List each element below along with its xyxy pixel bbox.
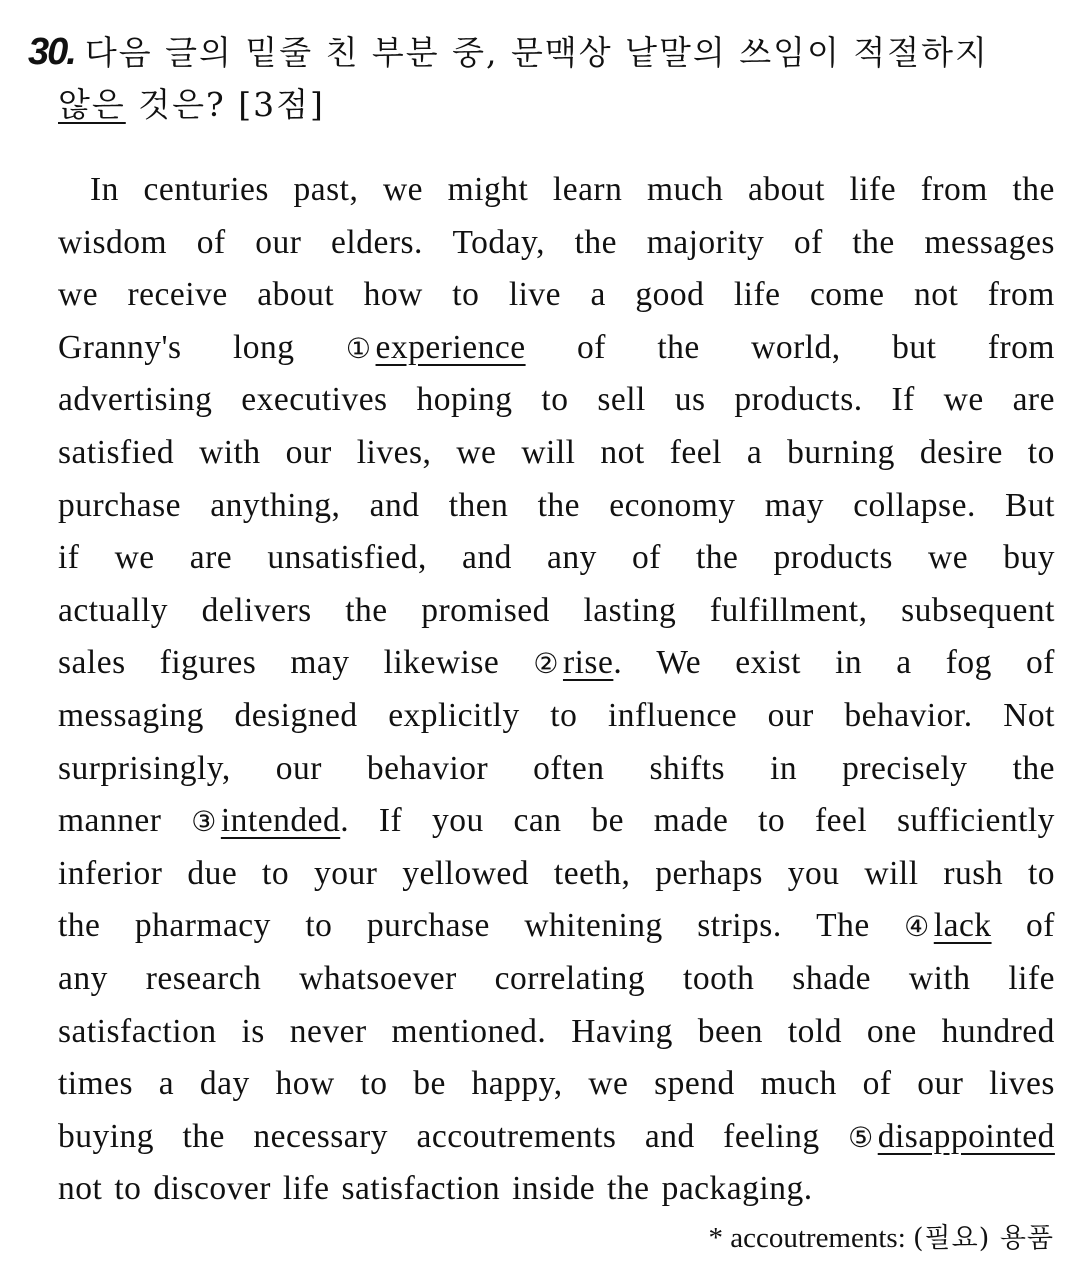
passage-word: good: [635, 276, 705, 314]
passage-word: the: [537, 486, 581, 524]
passage-word: then: [448, 486, 509, 524]
passage-line: [58, 269, 1055, 322]
passage-word: life: [733, 276, 781, 314]
passage-word: we: [58, 276, 99, 314]
choice-marker: ①: [345, 331, 372, 365]
footnote-term: * accoutrements:: [708, 1222, 914, 1254]
passage-word: likewise: [383, 644, 500, 682]
passage-word: In: [90, 171, 119, 208]
passage-word: precisely: [842, 749, 968, 787]
passage-word: feel: [814, 802, 868, 840]
passage-word: to: [262, 854, 290, 892]
underlined-choice: [848, 1111, 1055, 1164]
passage-word: a: [590, 276, 606, 314]
passage-word: feeling: [723, 1117, 820, 1155]
passage-word: happy,: [471, 1065, 563, 1103]
passage-word: elders.: [331, 223, 423, 261]
footnote: [708, 1216, 1054, 1255]
passage-word: a: [896, 644, 912, 682]
passage-word: to: [1027, 854, 1055, 892]
choice-word: lack: [933, 907, 992, 945]
question-points: 것은? [3점]: [125, 85, 325, 124]
passage-word: be: [591, 802, 624, 840]
passage-word: made: [653, 802, 729, 840]
passage-word: with: [199, 433, 261, 471]
passage-word: to: [452, 276, 480, 314]
underlined-choice: [904, 900, 991, 953]
passage-word: actually: [58, 591, 169, 629]
passage-word: we: [943, 381, 984, 419]
passage-word: executives: [241, 381, 388, 419]
passage-word: how: [275, 1065, 335, 1103]
passage-line: [58, 953, 1055, 1006]
passage-word: to: [541, 381, 569, 419]
passage-word: about: [257, 276, 335, 314]
passage-word: of: [631, 539, 661, 577]
passage-word: pharmacy: [134, 907, 271, 945]
passage-word: our: [917, 1065, 964, 1103]
passage-line: [58, 164, 1055, 217]
passage-word: we: [382, 171, 424, 208]
passage-word: the: [182, 1117, 225, 1155]
passage-word: learn: [552, 171, 623, 208]
passage-word: strips.: [697, 907, 782, 945]
passage-word: times: [58, 1065, 134, 1103]
passage-word: of: [196, 223, 226, 261]
passage-word: of: [577, 328, 606, 366]
passage-word: you: [432, 802, 484, 840]
question-stem: [28, 26, 1056, 131]
passage-word: to: [1027, 433, 1055, 471]
passage-word: world,: [751, 328, 841, 366]
passage-word: yellowed: [402, 854, 530, 892]
passage-word: may: [764, 486, 824, 524]
passage-word: one: [866, 1012, 917, 1050]
passage-word: much: [646, 171, 724, 208]
passage-word: correlating: [494, 959, 646, 997]
passage-word: and: [644, 1117, 695, 1155]
passage-word: not: [600, 433, 645, 471]
passage-word: behavior.: [844, 696, 973, 734]
passage-word: the: [695, 539, 739, 577]
passage-word: advertising: [58, 381, 213, 419]
passage-word: hoping: [416, 381, 513, 419]
passage-word: hundred: [941, 1012, 1055, 1050]
passage-word: If: [891, 381, 915, 419]
passage-word: of: [793, 223, 823, 261]
passage-word: a: [158, 1065, 175, 1103]
passage-word: we: [456, 433, 497, 471]
passage-word: to: [114, 1170, 142, 1208]
passage-word: majority: [646, 223, 765, 261]
passage-word: messages: [924, 223, 1055, 261]
passage-word: packaging.: [661, 1170, 813, 1208]
passage-line: [58, 217, 1055, 270]
choice-marker: ③: [191, 805, 217, 839]
passage-line: [58, 374, 1055, 427]
passage-word: products: [773, 539, 893, 577]
passage-word: we: [928, 539, 969, 577]
passage-word: past,: [293, 171, 359, 208]
passage-word: satisfaction: [341, 1170, 501, 1208]
passage-line: [58, 1058, 1055, 1111]
passage-word: not: [913, 276, 959, 314]
passage-word: the: [58, 907, 101, 945]
footnote-gloss: (필요) 용품: [913, 1223, 1054, 1254]
passage-word: collapse.: [853, 486, 976, 524]
passage-word: will: [521, 433, 576, 471]
passage-word: perhaps: [655, 854, 763, 892]
passage-word: Not: [1003, 696, 1055, 734]
choice-marker: ④: [904, 910, 930, 944]
passage-word: and: [369, 486, 420, 524]
passage-word: unsatisfied,: [267, 539, 427, 577]
passage-word: our: [255, 223, 302, 261]
question-line-2: [28, 79, 1056, 131]
passage-word: any: [58, 959, 108, 997]
passage-word: your: [313, 854, 378, 892]
passage-word: feel: [669, 433, 722, 471]
passage-line: [58, 532, 1055, 585]
passage-word: necessary: [253, 1117, 389, 1155]
passage-word: and: [461, 539, 512, 577]
passage-word: If: [378, 802, 403, 840]
passage-word: from: [987, 276, 1055, 314]
choice-word: rise: [562, 644, 614, 682]
passage-word: are: [1012, 381, 1055, 419]
passage-word: our: [275, 749, 322, 787]
passage-word: purchase: [58, 486, 182, 524]
passage-word: the: [852, 223, 895, 261]
passage-line: [58, 637, 1055, 690]
passage-line: [58, 795, 1055, 848]
passage-word: delivers: [201, 591, 312, 629]
passage-word: whitening: [524, 907, 663, 945]
passage-word: from: [987, 328, 1055, 366]
passage-word: desire: [919, 433, 1003, 471]
passage-word: might: [447, 171, 529, 208]
passage-line: [58, 427, 1055, 480]
passage-word: of: [1025, 644, 1055, 682]
passage-word: mentioned.: [391, 1012, 547, 1050]
passage-word: told: [787, 1012, 842, 1050]
passage-word: anything,: [210, 486, 341, 524]
passage-word: much: [760, 1065, 837, 1103]
passage-word: sales: [58, 644, 126, 682]
passage-word: rush: [943, 854, 1004, 892]
passage-word: receive: [127, 276, 228, 314]
question-text: 다음 글의 밑줄 친 부분 중, 문맥상 낱말의 쓰임이 적절하지: [84, 33, 989, 72]
passage-word: with: [908, 959, 971, 997]
passage-word: Today,: [452, 223, 545, 261]
passage-word: purchase: [366, 907, 490, 945]
passage-word: research: [145, 959, 262, 997]
passage-word: manner: [58, 802, 162, 840]
passage-word: influence: [607, 696, 738, 734]
passage-word: promised: [421, 591, 550, 629]
passage-word: about: [747, 171, 825, 208]
passage-word: to: [305, 907, 333, 945]
passage-word: surprisingly,: [58, 749, 231, 787]
passage-word: tooth: [683, 959, 755, 997]
underlined-choice: [346, 322, 526, 375]
passage-word: never: [289, 1012, 367, 1050]
passage-word: sell: [597, 381, 646, 419]
passage-word: whatsoever: [299, 959, 457, 997]
passage-word: not: [58, 1170, 103, 1208]
passage-word: sufficiently: [896, 802, 1055, 840]
passage-word: shade: [792, 959, 872, 997]
passage-word: satisfaction: [58, 1012, 217, 1050]
passage-word: of: [862, 1065, 892, 1103]
passage-word: the: [657, 328, 700, 366]
passage-word: but: [892, 328, 937, 366]
passage-word: of: [1025, 907, 1055, 945]
passage-word: can: [513, 802, 562, 840]
passage-line: [58, 1006, 1055, 1059]
passage-word: buy: [1003, 539, 1055, 577]
passage-line: [58, 585, 1055, 638]
passage-word: lasting: [583, 591, 677, 629]
passage-word: to: [550, 696, 578, 734]
passage-word: life: [282, 1170, 330, 1208]
passage-line: [58, 480, 1055, 533]
passage-word: fog: [945, 644, 992, 682]
passage-word: the: [574, 223, 618, 261]
passage-word: centuries: [143, 171, 269, 208]
passage-word: buying: [58, 1117, 155, 1155]
passage-word: in: [770, 749, 798, 787]
passage-line: [58, 848, 1055, 901]
passage-word: us: [674, 381, 706, 419]
passage-word: products.: [734, 381, 863, 419]
choice-marker: ⑤: [848, 1120, 874, 1154]
underlined-choice: ③ intended.: [191, 802, 350, 840]
passage-word: satisfied: [58, 433, 175, 471]
passage-word: inferior: [58, 854, 163, 892]
question-number: 30.: [28, 31, 75, 73]
passage-word: due: [187, 854, 238, 892]
passage-line: [58, 322, 1055, 375]
passage-word: life: [849, 171, 897, 208]
passage-word: lives: [989, 1065, 1055, 1103]
passage-word: any: [546, 539, 597, 577]
passage-word: be: [413, 1065, 446, 1103]
passage-word: often: [533, 749, 605, 787]
passage-word: shifts: [649, 749, 726, 787]
passage-word: live: [508, 276, 562, 314]
passage-word: Granny's: [58, 328, 182, 366]
passage-line: [58, 900, 1055, 953]
passage-word: figures: [159, 644, 257, 682]
passage-word: to: [758, 802, 786, 840]
passage-word: economy: [609, 486, 736, 524]
choice-word: disappointed: [877, 1117, 1055, 1155]
passage-line: [58, 690, 1055, 743]
passage-word: you: [787, 854, 840, 892]
passage-word: the: [345, 591, 388, 629]
passage-word: day: [199, 1065, 250, 1103]
passage-line: [58, 743, 1055, 796]
passage-word: Having: [571, 1012, 673, 1050]
passage-word: been: [697, 1012, 763, 1050]
reading-passage: [58, 164, 1055, 1216]
question-line-1: [28, 26, 1056, 79]
passage-word: messaging: [58, 696, 204, 734]
passage-word: to: [360, 1065, 388, 1103]
passage-word: life: [1008, 959, 1055, 997]
question-negation-underlined: 않은: [58, 85, 126, 124]
passage-line: [58, 1163, 1055, 1216]
passage-word: spend: [654, 1065, 735, 1103]
passage-word: explicitly: [388, 696, 520, 734]
passage-word: we: [588, 1065, 629, 1103]
passage-word: behavior: [366, 749, 489, 787]
passage-word: fulfillment,: [709, 591, 868, 629]
passage-word: our: [285, 433, 332, 471]
passage-word: in: [835, 644, 863, 682]
passage-word: accoutrements: [416, 1117, 617, 1155]
underlined-choice: ② rise.: [533, 644, 623, 682]
choice-marker: ②: [533, 647, 559, 681]
passage-word: wisdom: [58, 223, 168, 261]
choice-word: intended: [220, 802, 341, 840]
passage-word: if: [58, 539, 80, 577]
passage-line: [58, 1111, 1055, 1164]
passage-word: designed: [234, 696, 358, 734]
passage-word: long: [232, 328, 295, 366]
passage-word: teeth,: [553, 854, 631, 892]
passage-word: subsequent: [901, 591, 1055, 629]
passage-word: are: [189, 539, 233, 577]
passage-word: will: [864, 854, 919, 892]
passage-word: The: [816, 907, 870, 945]
passage-word: exist: [735, 644, 801, 682]
passage-word: how: [363, 276, 423, 314]
passage-word: come: [809, 276, 885, 314]
passage-word: burning: [787, 433, 895, 471]
passage-word: the: [1012, 749, 1055, 787]
passage-word: the: [1012, 171, 1055, 208]
passage-word: a: [746, 433, 763, 471]
passage-word: lives,: [356, 433, 432, 471]
passage-word: our: [767, 696, 814, 734]
passage-word: inside: [512, 1170, 596, 1208]
passage-word: We: [656, 644, 702, 682]
passage-word: from: [920, 171, 988, 208]
choice-word: experience: [375, 328, 526, 366]
passage-word: may: [290, 644, 350, 682]
passage-word: But: [1005, 486, 1055, 524]
passage-word: we: [114, 539, 155, 577]
passage-word: the: [607, 1170, 650, 1208]
passage-word: discover: [153, 1170, 271, 1208]
passage-word: is: [241, 1012, 265, 1050]
